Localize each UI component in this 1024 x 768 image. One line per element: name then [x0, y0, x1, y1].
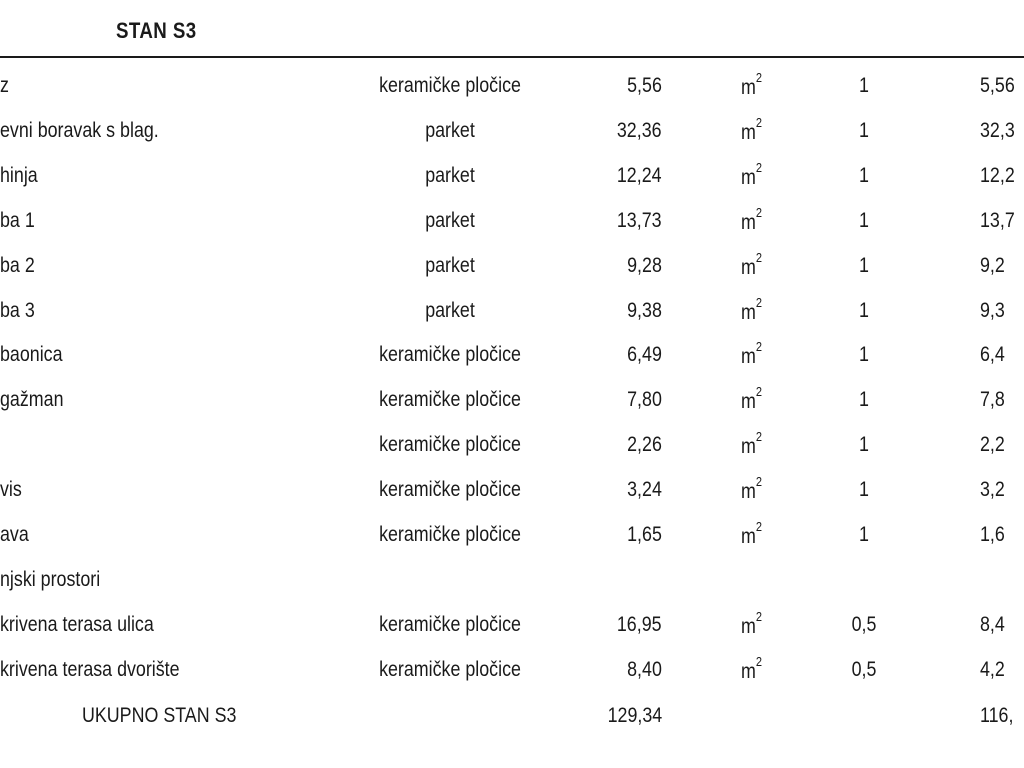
- floor-material: parket: [425, 163, 475, 187]
- unit-base: m: [741, 659, 756, 683]
- area-unit: [741, 70, 763, 100]
- unit-exponent: 2: [755, 294, 763, 310]
- table-row: [0, 109, 1024, 153]
- floor-material: keramičke pločice: [379, 388, 521, 412]
- unit-exponent: 2: [755, 608, 763, 624]
- floor-material: keramičke pločice: [379, 74, 521, 97]
- floor-material: keramičke pločice: [379, 657, 521, 681]
- unit-base: m: [741, 390, 756, 414]
- table-row: [0, 558, 1024, 602]
- unit-base: m: [741, 614, 756, 638]
- floor-material: parket: [425, 253, 475, 277]
- room-name: ba 2: [0, 253, 35, 277]
- unit-base: m: [741, 480, 756, 504]
- coefficient: 1: [859, 298, 869, 322]
- coefficient: 1: [859, 208, 869, 232]
- unit-base: m: [741, 345, 756, 369]
- table-row: [0, 468, 1024, 512]
- coefficient: 1: [859, 343, 869, 367]
- net-area: 13,7: [980, 208, 1015, 232]
- table-row: [0, 513, 1024, 557]
- unit-base: m: [741, 255, 756, 279]
- net-area: 2,2: [980, 433, 1005, 457]
- table-row: [0, 244, 1024, 288]
- room-name: vis: [0, 478, 22, 502]
- unit-exponent: 2: [755, 70, 763, 85]
- unit-exponent: 2: [755, 159, 763, 175]
- unit-exponent: 2: [755, 519, 763, 534]
- room-area: 9,38: [627, 298, 662, 322]
- area-unit: [741, 114, 763, 145]
- coefficient: 1: [859, 74, 869, 97]
- floor-material: keramičke pločice: [379, 343, 521, 367]
- table-row: [0, 199, 1024, 243]
- table-row: [0, 423, 1024, 467]
- net-area: 5,56: [980, 74, 1015, 97]
- room-area: 32,36: [617, 118, 662, 142]
- table-row: [0, 289, 1024, 333]
- room-area: 1,65: [627, 523, 662, 546]
- room-name: ava: [0, 523, 29, 546]
- table-row: [0, 378, 1024, 422]
- floor-material: keramičke pločice: [379, 612, 521, 636]
- unit-exponent: 2: [755, 653, 763, 669]
- net-area: 8,4: [980, 612, 1005, 636]
- table-row: [0, 154, 1024, 198]
- area-unit: [741, 519, 763, 549]
- room-area: 3,24: [627, 478, 662, 502]
- room-area: 13,73: [617, 208, 662, 232]
- net-area: 12,2: [980, 163, 1015, 187]
- floor-material: parket: [425, 118, 475, 142]
- table-row: [0, 64, 1024, 108]
- area-unit: [741, 339, 763, 369]
- unit-base: m: [741, 435, 756, 459]
- coefficient: 0,5: [851, 612, 877, 636]
- room-area: 16,95: [617, 612, 662, 636]
- net-area: 4,2: [980, 657, 1005, 681]
- room-name: hinja: [0, 163, 38, 187]
- coefficient: 1: [859, 478, 869, 502]
- coefficient: 0,5: [851, 657, 877, 681]
- area-unit: [741, 653, 763, 684]
- area-unit: [741, 294, 763, 325]
- net-area: 1,6: [980, 523, 1005, 546]
- table-row: [0, 333, 1024, 377]
- floor-material: keramičke pločice: [379, 478, 521, 502]
- room-name: evni boravak s blag.: [0, 118, 159, 142]
- room-area: 6,49: [627, 343, 662, 367]
- room-area: 9,28: [627, 253, 662, 277]
- room-name: njski prostori: [0, 567, 101, 591]
- room-name: z: [0, 74, 9, 97]
- room-area: 8,40: [627, 657, 662, 681]
- area-unit: [741, 204, 763, 235]
- room-area: 5,56: [627, 74, 662, 97]
- area-unit: [741, 429, 763, 459]
- room-name: gažman: [0, 388, 64, 412]
- unit-base: m: [741, 120, 756, 144]
- unit-exponent: 2: [755, 114, 763, 130]
- unit-exponent: 2: [755, 384, 763, 400]
- room-area: 12,24: [617, 163, 662, 187]
- total-area: 129,34: [607, 704, 662, 727]
- net-area: 9,2: [980, 253, 1005, 277]
- net-area: 32,3: [980, 118, 1015, 142]
- area-unit: [741, 159, 763, 190]
- coefficient: 1: [859, 523, 869, 546]
- coefficient: 1: [859, 433, 869, 457]
- unit-exponent: 2: [755, 204, 763, 220]
- table-row: [0, 648, 1024, 692]
- table-title: STAN S3: [116, 18, 197, 43]
- unit-base: m: [741, 525, 756, 548]
- floor-material: keramičke pločice: [379, 523, 521, 546]
- room-name: baonica: [0, 343, 63, 367]
- room-name: ba 1: [0, 208, 35, 232]
- net-area: 7,8: [980, 388, 1005, 412]
- coefficient: 1: [859, 118, 869, 142]
- total-label: UKUPNO STAN S3: [82, 704, 237, 727]
- coefficient: 1: [859, 388, 869, 412]
- floor-material: parket: [425, 208, 475, 232]
- room-name: krivena terasa ulica: [0, 612, 154, 636]
- area-unit: [741, 249, 763, 280]
- header-rule: [0, 56, 1024, 58]
- room-area: 7,80: [627, 388, 662, 412]
- unit-base: m: [741, 300, 756, 324]
- net-area: 3,2: [980, 478, 1005, 502]
- room-name: krivena terasa dvorište: [0, 657, 180, 681]
- coefficient: 1: [859, 253, 869, 277]
- net-area: 6,4: [980, 343, 1005, 367]
- floor-material: keramičke pločice: [379, 433, 521, 457]
- area-unit: [741, 384, 763, 414]
- area-unit: [741, 474, 763, 504]
- total-row: [0, 694, 1024, 738]
- area-unit: [741, 608, 763, 639]
- table-row: [0, 603, 1024, 647]
- floor-material: parket: [425, 298, 475, 322]
- coefficient: 1: [859, 163, 869, 187]
- unit-exponent: 2: [755, 249, 763, 265]
- unit-base: m: [741, 165, 756, 189]
- total-net: 116,: [980, 704, 1014, 727]
- unit-exponent: 2: [755, 474, 763, 490]
- room-name: ba 3: [0, 298, 35, 322]
- unit-exponent: 2: [755, 339, 763, 355]
- unit-base: m: [741, 210, 756, 234]
- net-area: 9,3: [980, 298, 1005, 322]
- unit-base: m: [741, 76, 756, 99]
- unit-exponent: 2: [755, 429, 763, 445]
- room-area: 2,26: [627, 433, 662, 457]
